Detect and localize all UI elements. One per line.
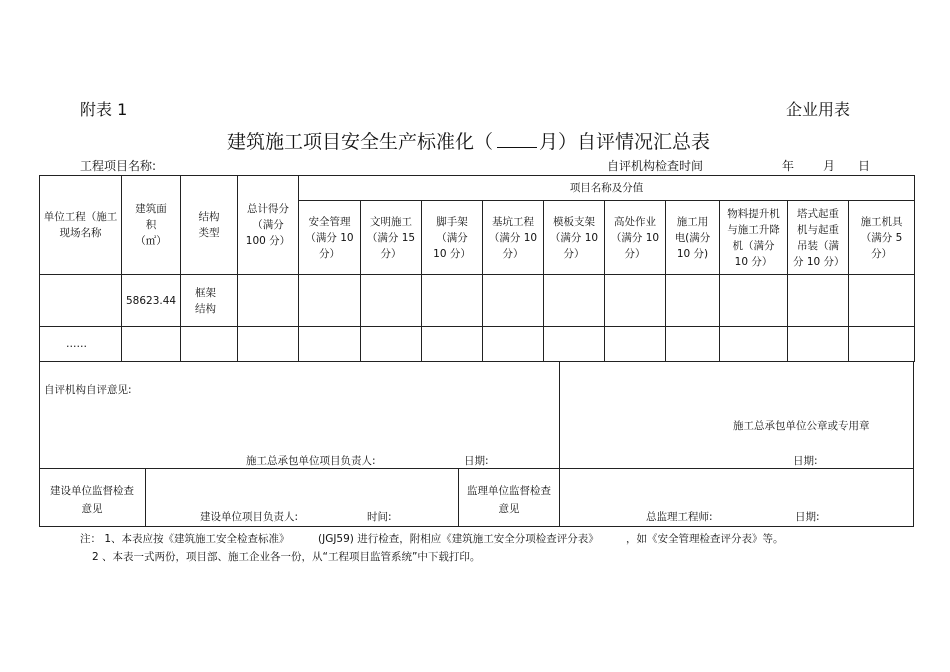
day-label: 日 bbox=[858, 159, 871, 173]
header-item-civilized-construction: 文明施工（满分 15 分） bbox=[361, 201, 422, 275]
header-item-scaffolding: 脚手架（满分 10 分） bbox=[422, 201, 483, 275]
project-name-label: 工程项目名称: bbox=[80, 159, 157, 173]
opinion-section bbox=[39, 362, 914, 527]
title-suffix: 月）自评情况汇总表 bbox=[539, 131, 711, 153]
enterprise-form-label: 企业用表 bbox=[786, 100, 851, 119]
table-cell-area: 58623.44 bbox=[122, 275, 181, 327]
gc-leader-label: 施工总承包单位项目负责人: bbox=[246, 455, 376, 467]
year-label: 年 bbox=[782, 159, 795, 173]
page-title bbox=[227, 127, 710, 154]
date-label: 日期: bbox=[795, 511, 820, 523]
header-item-construction-electricity: 施工用电(满分 10 分) bbox=[666, 201, 720, 275]
note-line-2: 2 、本表一式两份，项目部、施工企业各一份，从“工程项目监管系统”中下载打印。 bbox=[92, 551, 481, 563]
time-label: 时间: bbox=[367, 511, 392, 523]
divider bbox=[145, 468, 146, 527]
note-line-1b: (JGJ59) 进行检查，附相应《建筑施工安全分项检查评分表》 bbox=[318, 533, 599, 545]
divider bbox=[458, 468, 459, 527]
month-label: 月 bbox=[823, 159, 836, 173]
header-item-formwork-support: 模板支架（满分 10 分） bbox=[544, 201, 605, 275]
check-time-label: 自评机构检查时间 bbox=[607, 159, 704, 173]
self-eval-opinion-label: 自评机构自评意见: bbox=[44, 384, 132, 396]
table-cell-ellipsis: …… bbox=[40, 327, 122, 362]
divider bbox=[40, 468, 913, 469]
supervisor-unit-label: 监理单位监督检查意见 bbox=[467, 485, 551, 515]
header-structure-type: 结构类型 bbox=[181, 176, 238, 275]
header-item-construction-machinery: 施工机具（满分 5 分） bbox=[849, 201, 915, 275]
header-item-work-at-height: 高处作业（满分 10 分） bbox=[605, 201, 666, 275]
header-building-area: 建筑面积（㎡） bbox=[122, 176, 181, 275]
note-line-1a: 注： 1、本表应按《建筑施工安全检查标准》 bbox=[80, 533, 290, 545]
header-item-group: 项目名称及分值 bbox=[299, 176, 915, 201]
owner-supervision-label: 建设单位监督检查意见 bbox=[50, 485, 134, 515]
evaluation-table bbox=[39, 175, 915, 362]
appendix-label: 附表 1 bbox=[80, 100, 128, 119]
chief-supervisor-label: 总监理工程师: bbox=[646, 511, 713, 523]
header-item-tower-crane: 塔式起重机与起重吊装（满分 10 分） bbox=[788, 201, 849, 275]
header-item-foundation-pit: 基坑工程（满分 10 分） bbox=[483, 201, 544, 275]
date-label: 日期: bbox=[464, 455, 489, 467]
divider bbox=[559, 362, 560, 468]
note-line-1c: ，如《安全管理检查评分表》等。 bbox=[626, 533, 784, 545]
header-unit-project: 单位工程（施工现场名称 bbox=[40, 176, 122, 275]
table-cell-structure: 框架结构 bbox=[181, 275, 238, 327]
title-prefix: 建筑施工项目安全生产标准化（ bbox=[227, 131, 494, 153]
header-item-hoist-and-elevator: 物料提升机与施工升降机（满分 10 分） bbox=[720, 201, 788, 275]
month-blank-line bbox=[497, 133, 537, 148]
seal-label: 施工总承包单位公章或专用章 bbox=[733, 420, 870, 432]
date-label: 日期: bbox=[793, 455, 818, 467]
header-item-safety-management: 安全管理（满分 10 分） bbox=[299, 201, 361, 275]
divider bbox=[559, 468, 560, 527]
header-total-score: 总计得分（满分 100 分） bbox=[238, 176, 299, 275]
owner-leader-label: 建设单位项目负责人: bbox=[200, 511, 299, 523]
table-cell-unit bbox=[40, 275, 122, 327]
